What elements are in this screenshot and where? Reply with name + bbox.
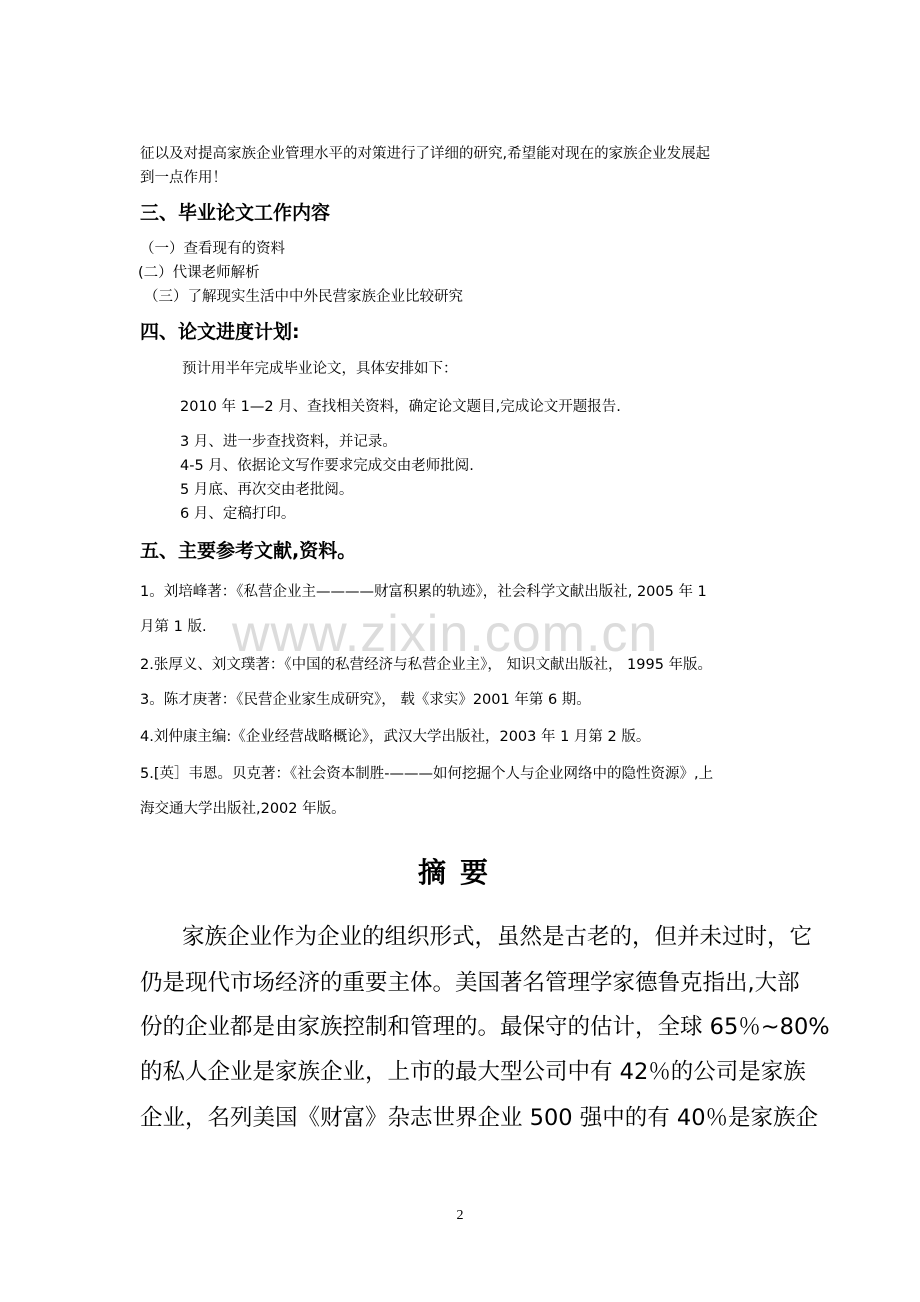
abstract-line: 家族企业作为企业的组织形式，虽然是古老的，但并未过时，它 xyxy=(182,924,813,950)
abstract-title: 摘要 xyxy=(417,856,502,889)
section4-heading: 四、论文进度计划: xyxy=(140,321,300,343)
page-number: 2 xyxy=(456,1208,464,1223)
intro-line-1: 征以及对提高家族企业管理水平的对策进行了详细的研究,希望能对现在的家族企业发展起 xyxy=(140,146,711,162)
reference-line: 4.刘仲康主编:《企业经营战略概论》，武汉大学出版社，2003 年 1 月第 2 版。 xyxy=(140,729,651,745)
schedule-item: 2010 年 1—2 月、查找相关资料，确定论文题目,完成论文开题报告. xyxy=(180,399,621,415)
reference-line: 海交通大学出版社,2002 年版。 xyxy=(140,801,346,817)
schedule-item: 4-5 月、依据论文写作要求完成交由老师批阅. xyxy=(180,458,474,474)
reference-line: 月第 1 版. xyxy=(140,619,207,635)
section3-heading: 三、毕业论文工作内容 xyxy=(140,202,331,224)
abstract-line: 的私人企业是家族企业，上市的最大型公司中有 42％的公司是家族 xyxy=(140,1059,806,1085)
schedule-item: 3 月、进一步查找资料，并记录。 xyxy=(180,434,397,450)
abstract-line: 份的企业都是由家族控制和管理的。最保守的估计，全球 65％~80% xyxy=(140,1014,830,1040)
watermark: www.zixin.com.cn xyxy=(232,605,659,663)
section4-intro: 预计用半年完成毕业论文，具体安排如下： xyxy=(182,361,458,377)
schedule-item: 6 月、定稿打印。 xyxy=(180,506,296,522)
section3-item: (二）代课老师解析 xyxy=(138,265,260,281)
section5-heading: 五、主要参考文献,资料。 xyxy=(140,540,357,562)
intro-line-2: 到一点作用！ xyxy=(140,170,227,186)
reference-line: 1。刘培峰著：《私营企业主————财富积累的轨迹》，社会科学文献出版社, 2005 年 1 xyxy=(140,584,707,600)
reference-line: 2.张厚义、刘文璞著：《中国的私营经济与私营企业主》， 知识文献出版社， 1995 年版。 xyxy=(140,657,713,673)
section3-item: （一）查看现有的资料 xyxy=(140,241,285,257)
abstract-line: 企业，名列美国《财富》杂志世界企业 500 强中的有 40％是家族企 xyxy=(140,1105,819,1131)
abstract-line: 仍是现代市场经济的重要主体。美国著名管理学家德鲁克指出,大部 xyxy=(140,970,800,996)
section3-item: （三）了解现实生活中中外民营家族企业比较研究 xyxy=(144,289,463,305)
reference-line: 3。陈才庚著：《民营企业家生成研究》， 载《求实》2001 年第 6 期。 xyxy=(140,692,591,708)
reference-line: 5.[英］韦恩。贝克著：《社会资本制胜-———如何挖掘个人与企业网络中的隐性资源》,上 xyxy=(140,766,714,782)
schedule-item: 5 月底、再次交由老批阅。 xyxy=(180,482,354,498)
